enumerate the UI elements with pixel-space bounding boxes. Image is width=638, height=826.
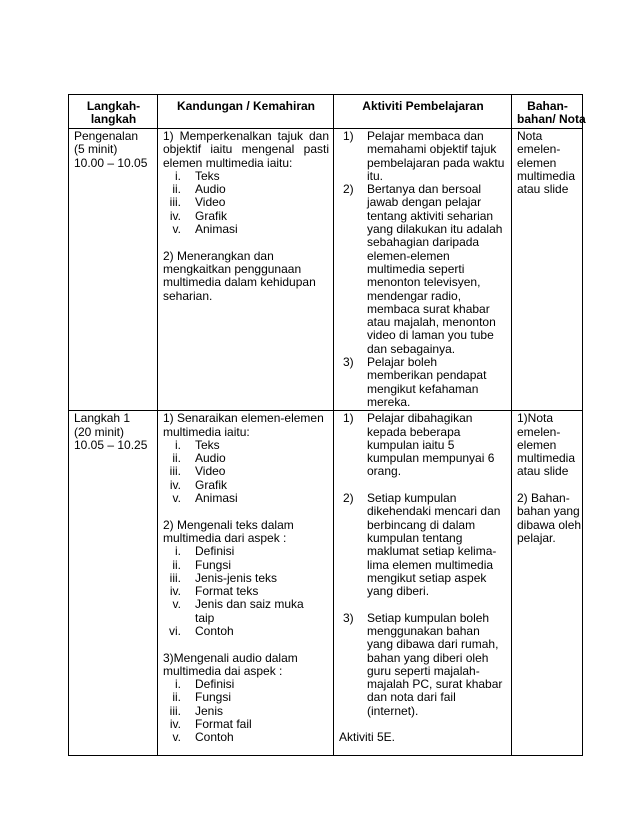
list-item: iii. Jenis-jenis teks: [169, 570, 278, 585]
list-item: i. Definisi: [175, 677, 235, 692]
element-list: [163, 439, 329, 505]
notes-text: elemen: [517, 155, 557, 170]
list-item: 2) Bertanya dan bersoal jawab dengan pelajar tentang aktiviti seharian yang dilakukan itu adalah sebahagian daripada elemen-elemen multimedia seperti menonton televisyen, mendengar radio, membaca surat khabar atau majalah, menonton video di laman you tube dan sebagainya.: [343, 182, 503, 356]
list-item: iii. Video: [169, 195, 226, 210]
notes-text: multimedia: [517, 451, 576, 466]
list-item: ii. Audio: [172, 451, 226, 466]
notes-text: 2) Bahan-: [517, 491, 570, 506]
content-text: mengkaitkan penggunaan: [163, 261, 302, 276]
lesson-plan-table: [68, 94, 586, 756]
aspect-list: [163, 678, 329, 744]
notes-cell: [512, 411, 583, 756]
aspect-list: [163, 545, 329, 638]
list-item: ii. Audio: [172, 182, 226, 197]
header-text: Kandungan / Kemahiran: [176, 99, 316, 113]
header-langkah: [69, 95, 158, 129]
list-item: ii. Fungsi: [172, 557, 232, 572]
notes-text: Nota emelen-: [517, 129, 561, 157]
step-text: (5 minit): [74, 142, 118, 157]
list-item: 3) Setiap kumpulan boleh menggunakan bahan yang dibawa dari rumah, bahan yang diberi oleh guru seperti majalah- majalah PC, surat khabar dan nota dari fail (internet).: [343, 610, 503, 718]
list-item: v. Jenis dan saiz muka: [172, 597, 304, 612]
notes-text: pelajar.: [517, 530, 556, 545]
notes-cell: [512, 129, 583, 411]
notes-text: multimedia: [517, 168, 576, 183]
list-item: i. Teks: [175, 437, 220, 452]
step-text: 10.00 – 10.05: [74, 155, 148, 170]
content-text: multimedia dai aspek :: [163, 663, 283, 678]
list-item: 1) Pelajar dibahagikan kepada beberapa kumpulan iaitu 5 kumpulan mempunyai 6 orang.: [343, 411, 495, 479]
content-text: seharian.: [163, 288, 213, 303]
table-row: [69, 411, 583, 756]
content-text: multimedia dalam kehidupan: [163, 275, 316, 290]
header-text: Bahan-: [527, 99, 568, 113]
header-text: Aktiviti Pembelajaran: [362, 99, 484, 113]
list-item: v. Animasi: [172, 491, 238, 506]
step-text: (20 minit): [74, 424, 125, 439]
list-item: iii. Jenis: [169, 703, 224, 718]
notes-text: atau slide: [517, 182, 569, 197]
list-item: iii. Video: [169, 464, 226, 479]
list-item: ii. Fungsi: [172, 690, 232, 705]
list-item: i. Definisi: [175, 544, 235, 559]
list-item: 1) Pelajar membaca dan memahami objektif tajuk pembelajaran pada waktu itu.: [343, 129, 505, 183]
list-item: v. Contoh: [172, 730, 234, 745]
notes-text: 1)Nota: [517, 411, 554, 426]
activity-list: [339, 412, 507, 718]
content-text: 2) Mengenali teks dalam: [163, 517, 294, 532]
header-text: bahan/ Nota: [517, 112, 586, 127]
list-item: v. Animasi: [172, 222, 238, 237]
header-bahan: [512, 95, 586, 129]
content-text: 3)Mengenali audio dalam: [163, 650, 298, 665]
notes-text: dibawa oleh: [517, 517, 582, 532]
table-row: [69, 129, 583, 411]
content-text: multimedia dari aspek :: [163, 530, 287, 545]
header-text: langkah: [90, 112, 137, 127]
list-item: iv. Format fail: [169, 717, 252, 732]
element-list: [163, 170, 329, 236]
step-cell: [69, 411, 158, 756]
activity-note: Aktiviti 5E.: [339, 730, 396, 745]
header-kandungan: [158, 95, 334, 129]
list-item: iv. Grafik: [169, 477, 228, 492]
content-text: 1) Senaraikan elemen-elemen: [163, 411, 324, 426]
list-item: taip: [195, 610, 215, 625]
table-header-row: [69, 95, 583, 129]
content-text: multimedia iaitu:: [163, 424, 250, 439]
header-aktiviti: [334, 95, 512, 129]
content-text: elemen multimedia iaitu:: [163, 155, 293, 170]
step-text: 10.05 – 10.25: [74, 437, 148, 452]
list-item: i. Teks: [175, 168, 220, 183]
content-cell: [158, 129, 334, 411]
list-item: iv. Grafik: [169, 208, 228, 223]
list-item: iv. Format teks: [169, 584, 259, 599]
content-text: objektif iaitu mengenal pasti: [163, 142, 329, 157]
notes-text: atau slide: [517, 464, 569, 479]
content-text: 1) Memperkenalkan tajuk dan: [163, 129, 329, 143]
notes-text: elemen: [517, 437, 557, 452]
list-item: vi. Contoh: [169, 623, 234, 638]
list-item: 2) Setiap kumpulan dikehendaki mencari dan berbincang di dalam kumpulan tentang maklumat setiap kelima- lima elemen multimedia mengikut setiap aspek yang diberi.: [343, 491, 501, 599]
activity-cell: [334, 411, 512, 756]
content-cell: [158, 411, 334, 756]
header-text: Langkah-: [86, 99, 141, 113]
list-item: 3) Pelajar boleh memberikan pendapat mengikut kefahaman mereka.: [343, 355, 487, 409]
activity-cell: [334, 129, 512, 411]
step-text: Pengenalan: [74, 129, 139, 143]
step-text: Langkah 1: [74, 411, 131, 426]
notes-text: emelen-: [517, 424, 561, 439]
activity-list: [339, 130, 507, 409]
content-text: 2) Menerangkan dan: [163, 248, 274, 263]
notes-text: bahan yang: [517, 504, 580, 519]
step-cell: [69, 129, 158, 411]
